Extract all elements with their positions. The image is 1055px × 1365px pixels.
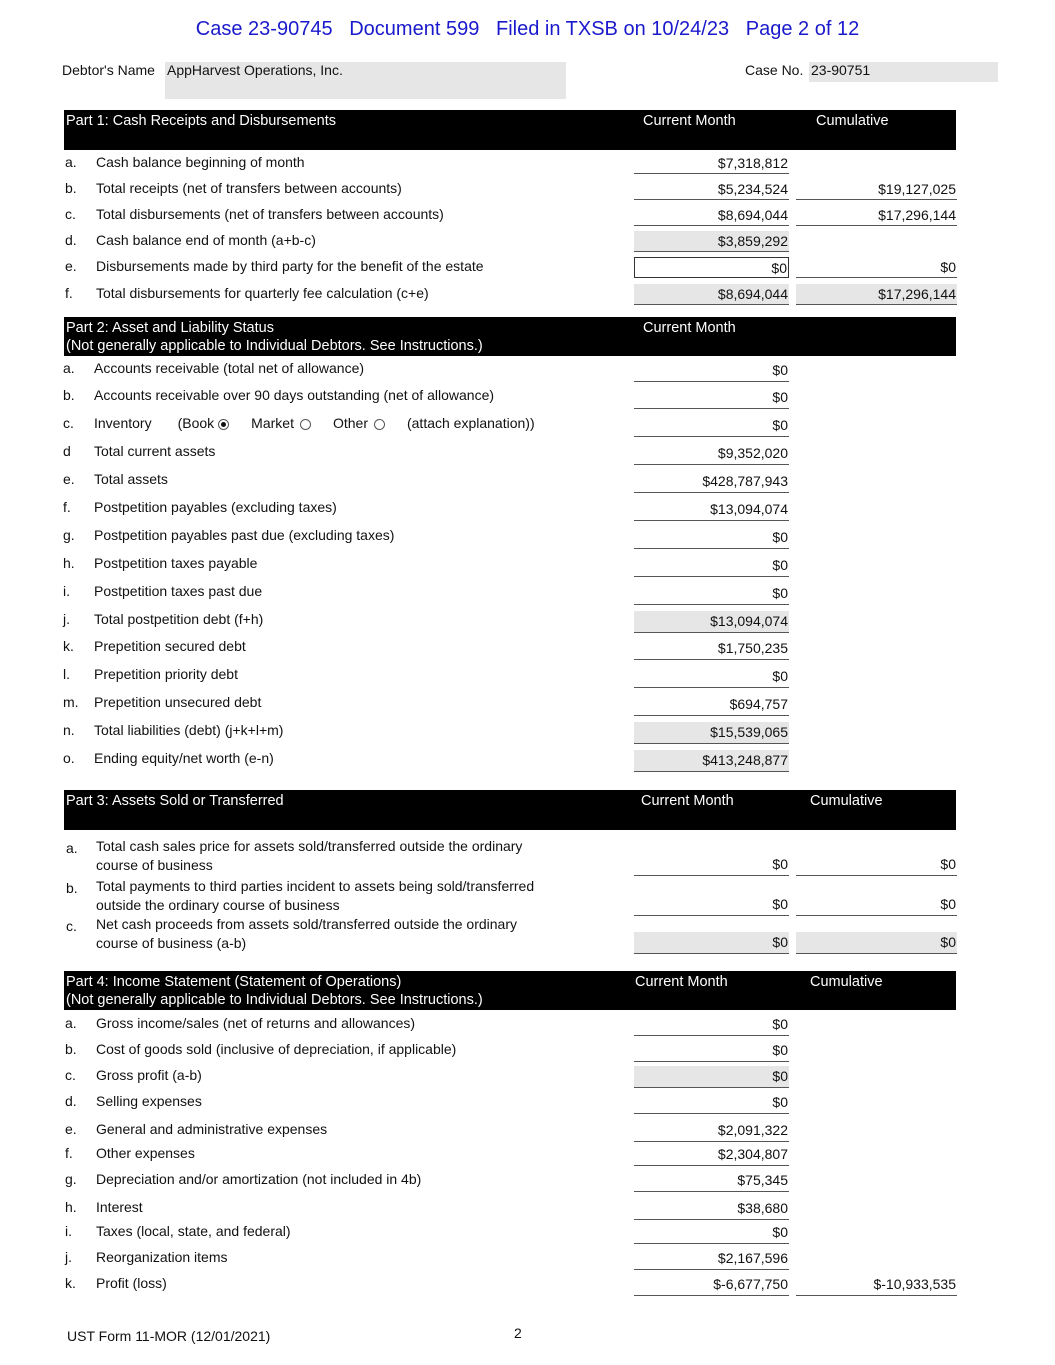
- row-label: Prepetition priority debt: [94, 666, 238, 682]
- current-month-value[interactable]: $0: [634, 415, 789, 437]
- row-letter: a.: [65, 1015, 77, 1031]
- current-month-value[interactable]: $2,091,322: [634, 1120, 789, 1142]
- current-month-value[interactable]: $0: [634, 1040, 789, 1062]
- cumulative-value[interactable]: $0: [796, 257, 957, 278]
- row-letter: l.: [63, 666, 70, 682]
- row-label: Disbursements made by third party for the benefit of the estate: [96, 258, 484, 274]
- debtor-name-field[interactable]: AppHarvest Operations, Inc.: [165, 62, 566, 99]
- row-label: Total disbursements for quarterly fee calculation (c+e): [96, 285, 429, 301]
- current-month-value[interactable]: $8,694,044: [634, 284, 789, 305]
- row-letter: g.: [63, 527, 75, 543]
- part1-col-current: Current Month: [643, 113, 736, 129]
- row-label-line1: Net cash proceeds from assets sold/transferred outside the ordinary: [96, 916, 517, 932]
- book-radio[interactable]: [218, 419, 229, 430]
- current-month-value[interactable]: $0: [634, 666, 789, 688]
- inventory-market-label: Market: [251, 415, 294, 431]
- row-letter: n.: [63, 722, 75, 738]
- row-letter: f.: [65, 285, 73, 301]
- row-label: Total disbursements (net of transfers between accounts): [96, 206, 444, 222]
- row-letter: k.: [63, 638, 74, 654]
- inventory-other-label: Other: [332, 415, 368, 431]
- current-month-value[interactable]: $0: [634, 527, 789, 549]
- row-label: Total assets: [94, 471, 168, 487]
- current-month-value[interactable]: $0: [634, 854, 789, 876]
- row-label: Selling expenses: [96, 1093, 202, 1109]
- row-letter: d.: [65, 1093, 77, 1109]
- row-label: Total current assets: [94, 443, 216, 459]
- row-label: General and administrative expenses: [96, 1121, 328, 1137]
- market-radio[interactable]: [300, 419, 311, 430]
- cumulative-value[interactable]: $17,296,144: [796, 205, 957, 226]
- current-month-value[interactable]: $428,787,943: [634, 471, 789, 493]
- cumulative-value[interactable]: $17,296,144: [796, 284, 957, 305]
- row-label: Taxes (local, state, and federal): [96, 1223, 291, 1239]
- current-month-value[interactable]: $15,539,065: [634, 722, 789, 744]
- cumulative-value[interactable]: $-10,933,535: [796, 1274, 957, 1296]
- part2-col-current: Current Month: [643, 320, 736, 336]
- row-letter: f.: [63, 499, 71, 515]
- current-month-value[interactable]: $-6,677,750: [634, 1274, 789, 1296]
- row-letter: e.: [65, 1121, 77, 1137]
- row-label-line1: Total payments to third parties incident to assets being sold/transferred: [96, 878, 535, 894]
- current-month-value[interactable]: $0: [634, 894, 789, 916]
- current-month-value[interactable]: $0: [634, 1222, 789, 1244]
- row-label: Postpetition taxes past due: [94, 583, 263, 599]
- inventory-note: (attach explanation)): [406, 415, 535, 431]
- row-label-line2: outside the ordinary course of business: [96, 897, 340, 913]
- current-month-value[interactable]: $75,345: [634, 1170, 789, 1192]
- row-letter: e.: [63, 471, 75, 487]
- current-month-value[interactable]: $1,750,235: [634, 638, 789, 660]
- row-letter: b.: [63, 387, 75, 403]
- row-label: Cash balance beginning of month: [96, 154, 305, 170]
- current-month-value[interactable]: $3,859,292: [634, 231, 789, 252]
- row-label: Total receipts (net of transfers between accounts): [96, 180, 402, 196]
- current-month-value[interactable]: $2,304,807: [634, 1144, 789, 1166]
- part2-header: [64, 317, 956, 356]
- current-month-value[interactable]: $0: [634, 932, 789, 954]
- inventory-row: [94, 415, 535, 431]
- row-label: Ending equity/net worth (e-n): [94, 750, 274, 766]
- row-letter: g.: [65, 1171, 77, 1187]
- part4-col-cumulative: Cumulative: [810, 974, 883, 990]
- row-letter: c.: [65, 1067, 76, 1083]
- row-label: Cost of goods sold (inclusive of depreciation, if applicable): [96, 1041, 457, 1057]
- case-header: Case 23-90745 Document 599 Filed in TXSB on 10/24/23 Page 2 of 12: [195, 18, 860, 40]
- current-month-value[interactable]: $0: [634, 387, 789, 409]
- row-letter: e.: [65, 258, 77, 274]
- row-label: Postpetition payables (excluding taxes): [94, 499, 337, 515]
- current-month-value[interactable]: $8,694,044: [634, 205, 789, 226]
- current-month-value[interactable]: $694,757: [634, 694, 789, 716]
- row-letter: d: [63, 443, 71, 459]
- row-label: Interest: [96, 1199, 143, 1215]
- row-label: Depreciation and/or amortization (not included in 4b): [96, 1171, 422, 1187]
- row-label-line2: course of business (a-b): [96, 935, 247, 951]
- current-month-value[interactable]: $0: [634, 583, 789, 605]
- row-label-line2: course of business: [96, 857, 213, 873]
- row-label: Postpetition taxes payable: [94, 555, 258, 571]
- row-letter: c.: [63, 415, 74, 431]
- current-month-value[interactable]: $7,318,812: [634, 153, 789, 174]
- current-month-value[interactable]: $0: [634, 1066, 789, 1088]
- current-month-value[interactable]: $0: [634, 1014, 789, 1036]
- row-label: Profit (loss): [96, 1275, 167, 1291]
- row-label: Reorganization items: [96, 1249, 228, 1265]
- current-month-value[interactable]: $0: [634, 257, 789, 278]
- part2-subtitle: (Not generally applicable to Individual Debtors. See Instructions.): [66, 338, 483, 354]
- current-month-value[interactable]: $9,352,020: [634, 443, 789, 465]
- row-letter: c.: [65, 206, 76, 222]
- debtor-name-label: Debtor's Name: [62, 62, 155, 78]
- current-month-value[interactable]: $413,248,877: [634, 750, 789, 772]
- row-label: Gross profit (a-b): [96, 1067, 202, 1083]
- cumulative-value[interactable]: $0: [796, 894, 957, 916]
- row-letter: o.: [63, 750, 75, 766]
- part3-header: [64, 790, 956, 830]
- row-label: Cash balance end of month (a+b-c): [96, 232, 316, 248]
- row-letter: h.: [63, 555, 75, 571]
- row-label: Other expenses: [96, 1145, 195, 1161]
- current-month-value[interactable]: $0: [634, 360, 789, 382]
- part2-title: Part 2: Asset and Liability Status: [66, 320, 274, 336]
- row-label: Postpetition payables past due (excluding taxes): [94, 527, 395, 543]
- row-letter: d.: [65, 232, 77, 248]
- other-radio[interactable]: [374, 419, 385, 430]
- part4-subtitle: (Not generally applicable to Individual Debtors. See Instructions.): [66, 992, 483, 1008]
- row-letter: i.: [63, 583, 70, 599]
- row-label: Prepetition unsecured debt: [94, 694, 262, 710]
- row-letter: f.: [65, 1145, 73, 1161]
- inventory-label: Inventory: [94, 415, 152, 431]
- part4-title: Part 4: Income Statement (Statement of Operations): [66, 974, 402, 990]
- row-letter: m.: [63, 694, 79, 710]
- cumulative-value[interactable]: $19,127,025: [796, 179, 957, 200]
- part3-col-cumulative: Cumulative: [810, 793, 883, 809]
- row-letter: i.: [65, 1223, 72, 1239]
- row-letter: k.: [65, 1275, 76, 1291]
- part3-title: Part 3: Assets Sold or Transferred: [66, 793, 284, 809]
- current-month-value[interactable]: $5,234,524: [634, 179, 789, 200]
- part1-col-cumulative: Cumulative: [816, 113, 889, 129]
- row-letter: b.: [66, 880, 78, 896]
- part1-header: [64, 110, 956, 150]
- case-number-field[interactable]: 23-90751: [809, 62, 998, 82]
- current-month-value[interactable]: $38,680: [634, 1198, 789, 1220]
- part4-col-current: Current Month: [635, 974, 728, 990]
- row-letter: a.: [63, 360, 75, 376]
- row-label: Prepetition secured debt: [94, 638, 246, 654]
- row-label: Gross income/sales (net of returns and allowances): [96, 1015, 416, 1031]
- part3-col-current: Current Month: [641, 793, 734, 809]
- row-letter: c.: [66, 918, 77, 934]
- part4-header: [64, 971, 956, 1010]
- row-letter: a.: [66, 840, 78, 856]
- row-letter: b.: [65, 1041, 77, 1057]
- row-label-line1: Total cash sales price for assets sold/transferred outside the ordinary: [96, 838, 523, 854]
- row-letter: j.: [63, 611, 70, 627]
- cumulative-value[interactable]: $0: [796, 854, 957, 876]
- row-letter: j.: [65, 1249, 72, 1265]
- page-number: 2: [514, 1325, 522, 1341]
- row-label: Total postpetition debt (f+h): [94, 611, 264, 627]
- row-letter: b.: [65, 180, 77, 196]
- inventory-book-label: (Book: [177, 415, 215, 431]
- row-letter: h.: [65, 1199, 77, 1215]
- current-month-value[interactable]: $0: [634, 555, 789, 577]
- row-label: Accounts receivable over 90 days outstanding (net of allowance): [94, 387, 495, 403]
- current-month-value[interactable]: $0: [634, 1092, 789, 1114]
- part1-title: Part 1: Cash Receipts and Disbursements: [66, 113, 336, 129]
- cumulative-value[interactable]: $0: [796, 932, 957, 954]
- row-letter: a.: [65, 154, 77, 170]
- current-month-value[interactable]: $2,167,596: [634, 1248, 789, 1270]
- current-month-value[interactable]: $13,094,074: [634, 611, 789, 633]
- case-number-label: Case No.: [745, 62, 804, 78]
- row-label: Total liabilities (debt) (j+k+l+m): [94, 722, 284, 738]
- current-month-value[interactable]: $13,094,074: [634, 499, 789, 521]
- form-footer: UST Form 11-MOR (12/01/2021): [67, 1328, 271, 1344]
- row-label: Accounts receivable (total net of allowance): [94, 360, 365, 376]
